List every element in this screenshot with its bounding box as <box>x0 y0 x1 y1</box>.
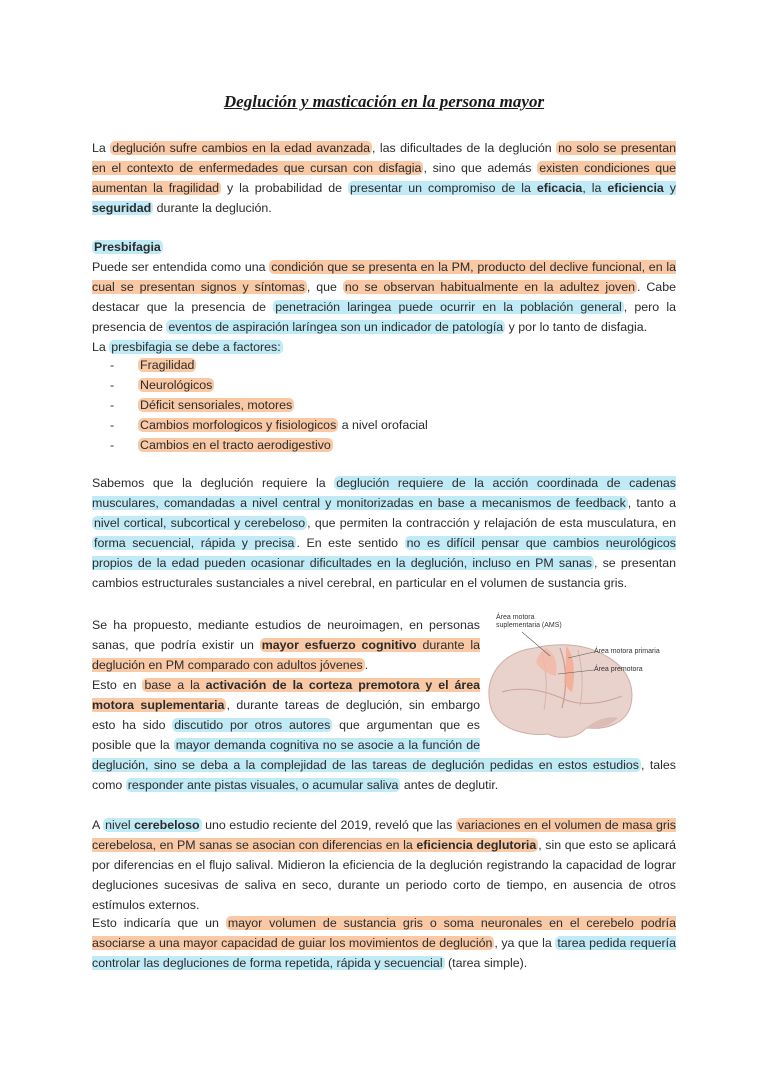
figure-label-premotor: Área premotora <box>594 666 643 673</box>
highlight: deglución requiere de la acción coordinada de cadenas musculares, comandadas a nivel central y monitorizadas en base a mecanismos de feedback <box>92 476 676 510</box>
highlight: nivel cortical, subcortical y cerebeloso <box>94 516 306 530</box>
figure-label-primary: Área motora primaria <box>594 648 660 655</box>
highlight: deglución sufre cambios en la edad avanzada <box>112 141 370 155</box>
highlight: mayor demanda cognitiva no se asocie a la función de deglución, sino se deba a la complejidad de las tareas de deglución pedidas en estos estudios <box>92 738 639 772</box>
highlight: existen condiciones que aumentan la fragilidad <box>92 161 676 195</box>
document-title: Deglución y masticación en la persona mayor <box>223 92 545 111</box>
highlight: condición que se presenta en la PM, producto del declive funcional, en la cual se presentan signos y síntomas <box>92 260 676 294</box>
highlight: discutido por otros autores <box>174 718 331 732</box>
figure-label-ams: Área motora suplementaria (AMS) <box>496 614 562 629</box>
highlight: presentar un compromiso de la eficacia, la eficiencia y seguridad <box>92 181 676 215</box>
highlight: responder ante pistas visuales, o acumular saliva <box>127 778 399 792</box>
highlight: forma secuencial, rápida y precisa <box>94 536 295 550</box>
highlight: base a la activación de la corteza premotora y el área motora suplementaria <box>92 678 480 712</box>
list-item: - Fragilidad <box>110 358 195 372</box>
intro-paragraph: La deglución sufre cambios en la edad avanzada , las dificultades de la deglución no solo se presentan en el contexto de enfermedades que cursan con disfagia , sino que además existen condiciones que aumentan la fragilidad y la probabilidad de presentar un compromiso de la eficacia, la eficiencia y seguridad durante la deglución. <box>92 141 676 215</box>
list-item: - Neurológicos <box>110 378 213 392</box>
list-item: - Cambios en el tracto aerodigestivo <box>110 438 331 452</box>
section-heading: Presbifagia <box>94 240 161 254</box>
conclusion-paragraph: Esto indicaría que un mayor volumen de sustancia gris o soma neuronales en el cerebelo podría asociarse a una mayor capacidad de guiar los movimientos de deglución , ya que la tarea pedida requería controlar las degluciones de forma repetida, rápida y secuencial (tarea simple). <box>92 916 676 970</box>
highlight: eventos de aspiración laríngea son un indicador de patología <box>168 320 504 334</box>
highlight: tarea pedida requería controlar las degluciones de forma repetida, rápida y secuencial <box>92 936 676 970</box>
highlight: no se observan habitualmente en la adultez joven <box>344 280 635 294</box>
neuroimage-paragraph: Se ha propuesto, mediante estudios de neuroimagen, en personas sanas, que podría existir un mayor esfuerzo cognitivo durante la deglución en PM comparado con adultos jóvenes . Esto en base a la activación de la corteza premotora y el área motora suplementaria , durante tareas de deglución, sin embargo esto ha sido discutido por otros autores que argumentan que es posible que la mayor demanda cognitiva no se asocie a la función de deglución, sino se deba a la complejidad de las tareas de deglución pedidas en estos estudios , tales como responder ante pistas visuales, o acumular saliva antes de deglutir. <box>92 618 676 792</box>
list-item: - Déficit sensoriales, motores <box>110 398 293 412</box>
highlight: no es difícil pensar que cambios neurológicos propios de la edad pueden ocasionar dificultades en la deglución, incluso en PM sanas <box>92 536 677 570</box>
neuro-paragraph: Sabemos que la deglución requiere la deglución requiere de la acción coordinada de cadenas musculares, comandadas a nivel central y monitorizadas en base a mecanismos de feedback , tanto a nivel cortical, subcortical y cerebeloso , que permiten la contracción y relajación de esta musculatura, en forma secuencial, rápida y precisa . En este sentido no es difícil pensar que cambios neurológicos propios de la edad pueden ocasionar dificultades en la deglución, incluso en PM sanas , se presentan cambios estructurales sustanciales a nivel cerebral, en particular en el volumen de sustancia gris. <box>92 476 677 590</box>
presbifagia-paragraph: Presbifagia Puede ser entendida como una condición que se presenta en la PM, producto del declive funcional, en la cual se presentan signos y síntomas , que no se observan habitualmente en la adultez joven . Cabe destacar que la presencia de penetración laringea puede ocurrir en la población general , pero la presencia de eventos de aspiración laríngea son un indicador de patología y por lo tanto de disfagia. La presbifagia se debe a factores: <box>92 240 676 354</box>
highlight: nivel cerebeloso <box>105 818 200 832</box>
list-item: - Cambios morfologicos y fisiologicos a nivel orofacial <box>110 418 428 432</box>
highlight: penetración laringea puede ocurrir en la población general <box>275 300 622 314</box>
cerebellum-paragraph: A nivel cerebeloso uno estudio reciente del 2019, reveló que las variaciones en el volumen de masa gris cerebelosa, en PM sanas se asocian con diferencias en la eficiencia deglutoria , sin que esto se aplicará por diferencias en el flujo salival. Midieron la eficiencia de la deglución registrando la capacidad de lograr degluciones sucesivas de saliva en seco, durante un periodo corto de tiempo, en ausencia de otros estímulos externos. <box>92 818 676 912</box>
highlight: variaciones en el volumen de masa gris cerebelosa, en PM sanas se asocian con diferencias en la eficiencia deglutoria <box>92 818 676 852</box>
brain-figure <box>482 612 660 750</box>
highlight: mayor volumen de sustancia gris o soma neuronales en el cerebelo podría asociarse a una mayor capacidad de guiar los movimientos de deglución <box>92 916 676 950</box>
highlight: no solo se presentan en el contexto de enfermedades que cursan con disfagia <box>92 141 676 175</box>
factors-list <box>110 355 428 455</box>
brain-illustration <box>482 612 642 750</box>
highlight: presbifagia se debe a factores: <box>111 340 281 354</box>
highlight: mayor esfuerzo cognitivo durante la deglución en PM comparado con adultos jóvenes <box>92 638 480 672</box>
